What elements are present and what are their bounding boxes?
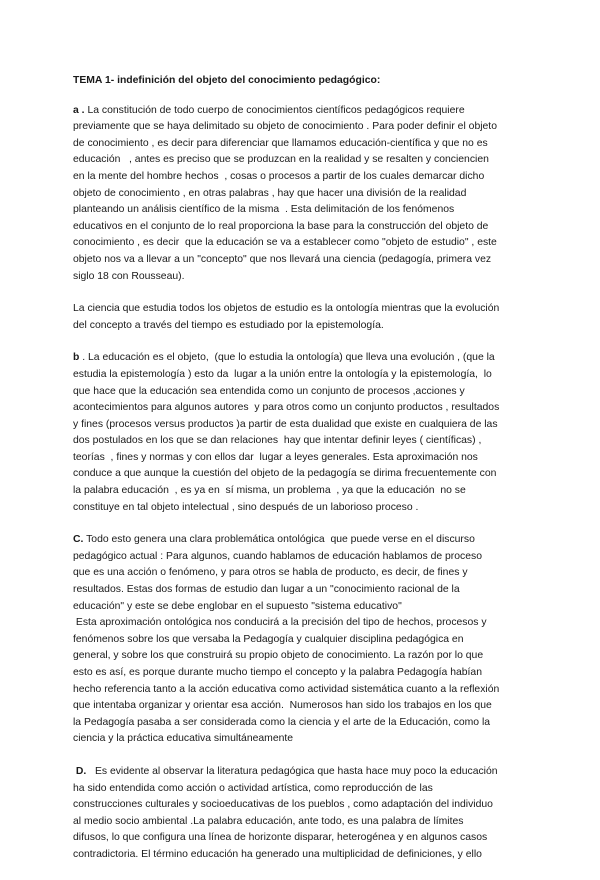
paragraph-line: al medio socio ambiental .La palabra educación, ante todo, es una palabra de límites [73, 815, 464, 827]
paragraph-line: estudia la epistemología ) esto da lugar a la unión entre la ontología y la epistemología, lo [73, 368, 492, 380]
paragraph-line: b . La educación es el objeto, (que lo estudia la ontología) que lleva una evolución , (que la [73, 352, 495, 364]
paragraph-line: resultados. Estas dos formas de estudio dan lugar a un "conocimiento racional de la [73, 584, 460, 596]
paragraph-line: objeto nos va a llevar a un "concepto" que nos llevará una ciencia (pedagogía, primera vez [73, 253, 492, 265]
paragraph-line: La ciencia que estudia todos los objetos de estudio es la ontología mientras que la evolución [73, 303, 500, 315]
paragraph-line: acontecimientos para algunos autores y para otros como un conjunto productos , resultados [73, 402, 500, 414]
paragraph-line: Esta aproximación ontológica nos conducirá a la precisión del tipo de hechos, procesos y [73, 617, 487, 629]
paragraph-line: siglo 18 con Rousseau). [73, 270, 185, 282]
paragraph-line: en la mente del hombre hechos , cosas o procesos a partir de los cuales demarcar dicho [73, 170, 485, 182]
paragraph-line: ciencia y la práctica educativa simultáneamente [73, 733, 294, 745]
paragraph-line: ha sido entendida como acción o actividad artística, como reproducción de las [73, 782, 433, 794]
paragraph-line: del concepto a través del tiempo es estudiado por la epistemología. [73, 319, 384, 331]
paragraph-d [73, 764, 531, 864]
paragraph-line: contradictoria. El término educación ha generado una multiplicidad de definiciones, y ello [73, 848, 482, 860]
page-title: TEMA 1- indefinición del objeto del conocimiento pedagógico: [73, 75, 381, 86]
paragraph-b [73, 350, 531, 516]
paragraph-label: b [73, 352, 80, 364]
paragraph-line: constituye en tal objeto intelectual , sino después de un laborioso proceso . [73, 501, 419, 513]
paragraph-line: construcciones culturales y socioeducativas de los pueblos , como adaptación del individuo [73, 799, 493, 811]
paragraph-line: general, y sobre los que construirá su propio objeto de conocimiento. La razón por lo que [73, 650, 484, 662]
paragraph-line: educativos en el conjunto de lo real proporciona la base para la construcción del objeto de [73, 220, 489, 232]
paragraph-ontology [73, 301, 531, 334]
paragraph-line: pedagógico actual : Para algunos, cuando hablamos de educación hablamos de proceso [73, 550, 482, 562]
paragraph-a [73, 103, 531, 286]
paragraph-line: hecho referencia tanto a la acción educativa como actividad sistemática cuanto a la reflexión [73, 683, 500, 695]
paragraph-line: teorías , fines y normas y con ellos dar lugar a leyes generales. Esta aproximación nos [73, 451, 478, 463]
paragraph-label: C. [73, 534, 84, 546]
paragraph-line: y fines (procesos versus productos )a partir de esta dualidad que existe en cualquiera de las [73, 418, 498, 430]
paragraph-line: la Pedagogía pasaba a ser considerada como la ciencia y el arte de la Educación, como la [73, 716, 491, 728]
paragraph-line: difusos, lo que configura una línea de horizonte disparar, heterogénea y en algunos casos [73, 832, 488, 844]
paragraph-line: esto es así, es porque durante mucho tiempo el concepto y la palabra Pedagogía habían [73, 667, 482, 678]
paragraph-label: a . [73, 104, 85, 116]
paragraph-line: a . La constitución de todo cuerpo de conocimientos científicos pedagógicos requiere [73, 104, 465, 116]
paragraph-line: educación" y este se debe englobar en el supuesto "sistema educativo" [73, 600, 402, 612]
document-body [73, 73, 531, 880]
paragraph-line: previamente que se haya delimitado su objeto de conocimiento . Para poder definir el objeto [73, 121, 497, 133]
paragraph-line: planteando un análisis científico de la misma . Esta delimitación de los fenómenos [73, 204, 455, 216]
paragraph-line: dos postulados en los que se dan relaciones hay que intentar definir leyes ( científicas) , [73, 435, 482, 447]
paragraph-line: educación , antes es preciso que se produzcan en la realidad y se resalten y conciencien [73, 154, 489, 166]
paragraph-line: objeto de conocimiento , en otras palabras , hay que hacer una división de la realidad [73, 187, 467, 199]
paragraph-label: D. [73, 765, 87, 777]
paragraph-line: que hace que la educación sea entendida como un conjunto de procesos ,acciones y [73, 385, 465, 397]
paragraph-line: C. Todo esto genera una clara problemática ontológica que puede verse en el discurso [73, 534, 475, 546]
paragraph-line: que es una acción o fenómeno, y para otros se habla de producto, es decir, de fines y [73, 567, 468, 579]
paragraph-line: la palabra educación , es ya en sí misma, un problema , ya que la educación no se [73, 485, 466, 497]
paragraph-line: de conocimiento , es decir para diferenciar que llamamos educación-científica y que no es [73, 137, 488, 149]
paragraph-line: D. Es evidente al observar la literatura pedagógica que hasta hace muy poco la educación [73, 765, 498, 777]
paragraph-line: conocimiento , es decir que la educación se va a establecer como "objeto de estudio" , este [73, 237, 497, 249]
paragraph-line: conduce a que aunque la cuestión del objeto de la pedagogía se dirima frecuentemente con [73, 468, 497, 480]
paragraph-c [73, 532, 531, 748]
paragraph-line: que intentaba organizar y orientar esa acción. Numerosos han sido los trabajos en los que [73, 700, 492, 712]
paragraph-line: fenómenos sobre los que versaba la Pedagogía y cualquier disciplina pedagógica en [73, 633, 464, 645]
